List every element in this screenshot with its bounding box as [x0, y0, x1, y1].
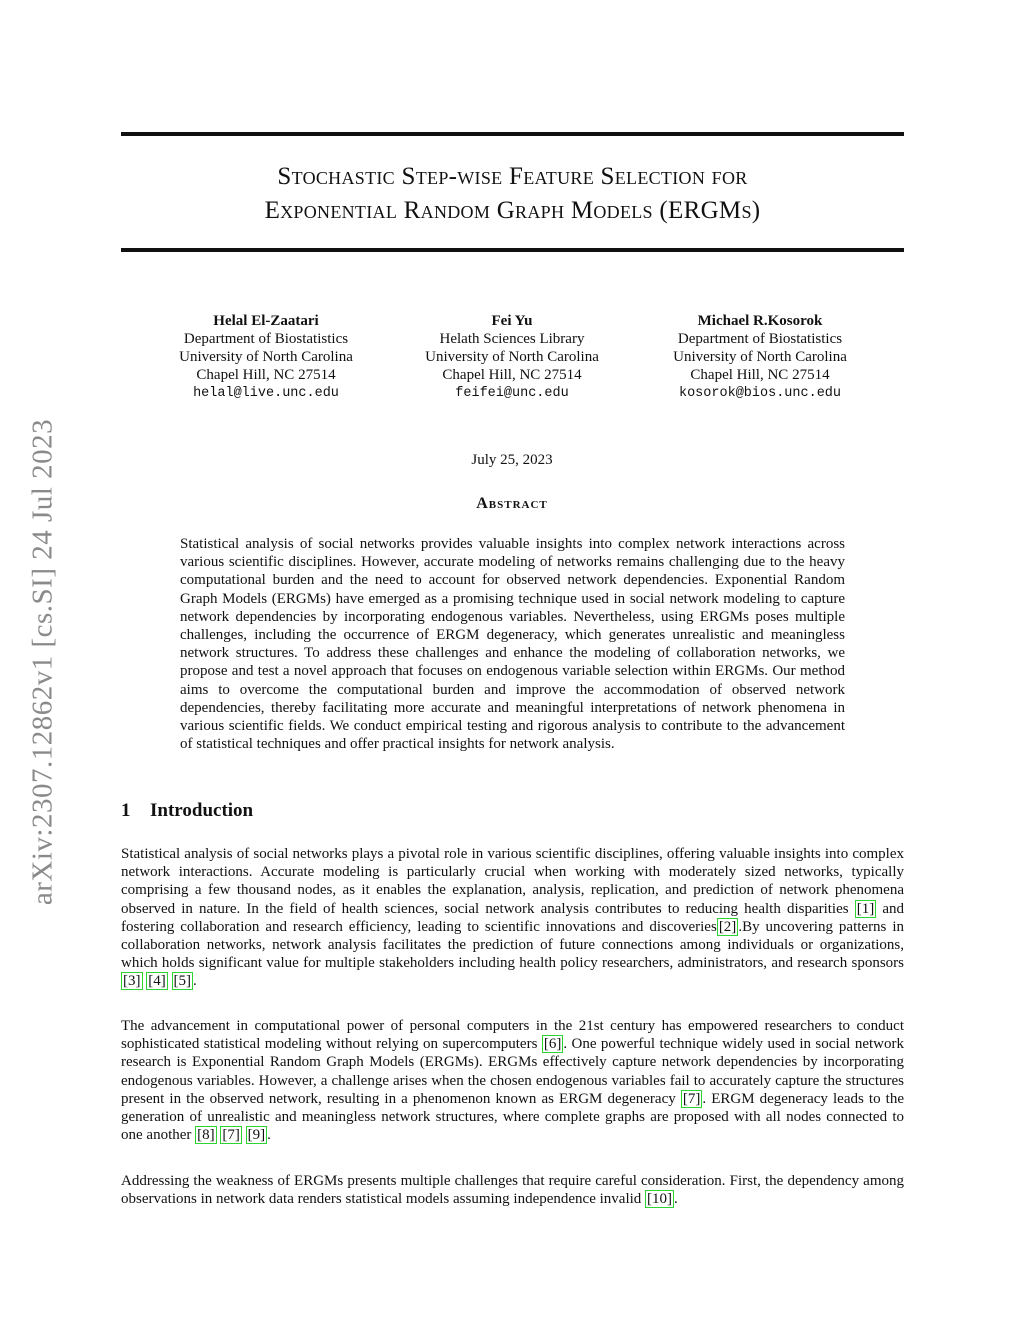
author-card: [146, 312, 386, 403]
citation-link[interactable]: [4]: [148, 973, 166, 990]
arxiv-identifier-text: arXiv:2307.12862v1 [cs.SI] 24 Jul 2023: [26, 418, 59, 906]
author-name: Fei Yu: [491, 313, 533, 329]
section-number: 1: [121, 800, 131, 821]
citation-link[interactable]: [9]: [247, 1127, 266, 1144]
author-card: [392, 312, 632, 403]
author-department: Department of Biostatistics: [183, 331, 349, 347]
citation-link[interactable]: [2]: [718, 918, 737, 935]
title-bottom-rule: [121, 248, 904, 252]
abstract-heading: Abstract: [476, 495, 548, 512]
citation-link[interactable]: [3]: [123, 973, 141, 990]
body-paragraph: The advancement in computational power of personal computers in the 21st century has empowered researchers to conduct sophisticated statistical modeling without relying on supercomputers [6] . One powerful technique widely used in social network research is Exponential Random Graph Models (ERGMs). ERGMs effectively capture network dependencies by incorporating endogenous variables. However, a challenge arises when the chosen endogenous variables fail to accurately capture the structures present in the observed network, resulting in a phenomenon known as ERGM degeneracy [7] . ERGM degeneracy leads to the generation of unrealistic and meaningless network structures, where complete graphs are proposed with all nodes connected to one another [8] [7] [9] .: [121, 1018, 905, 1144]
author-university: University of North Carolina: [425, 349, 599, 365]
title-segment: s: [741, 197, 752, 224]
citation-link[interactable]: [6]: [543, 1036, 562, 1053]
citation-link[interactable]: [7]: [222, 1127, 240, 1144]
author-city: Chapel Hill, NC 27514: [690, 367, 830, 383]
section-title: Introduction: [150, 800, 254, 821]
section-heading: [121, 800, 253, 822]
author-city: Chapel Hill, NC 27514: [196, 367, 336, 383]
title-top-rule: [121, 132, 904, 136]
citation-link[interactable]: [8]: [197, 1127, 215, 1144]
body-paragraph: Addressing the weakness of ERGMs presents multiple challenges that require careful consideration. First, the dependency among observations in network data renders statistical models assuming independence invalid [10] .: [121, 1173, 904, 1208]
author-university: University of North Carolina: [179, 349, 353, 365]
citation-link[interactable]: [7]: [682, 1090, 701, 1107]
title-segment: ): [751, 197, 761, 224]
author-email[interactable]: kosorok@bios.unc.edu: [678, 386, 842, 401]
author-department: Department of Biostatistics: [677, 331, 843, 347]
citation-link[interactable]: [1]: [856, 900, 875, 917]
author-department: Helath Sciences Library: [439, 331, 585, 347]
title-segment: ERGM: [668, 197, 742, 224]
author-email[interactable]: feifei@unc.edu: [455, 386, 569, 401]
title-segment: Stochastic Step-wise Feature Selection for: [277, 163, 748, 190]
author-name: Helal El-Zaatari: [213, 313, 319, 329]
body-paragraph: Statistical analysis of social networks plays a pivotal role in various scientific disciplines, offering valuable insights into complex network interactions. Accurate modeling is particularly crucial when working with moderately sized networks, typically comprising a few thousand nodes, as it enables the explanation, analysis, replication, and prediction of network phenomena observed in nature. In the field of health sciences, social network analysis contributes to reducing health disparities [1] and fostering collaboration and research efficiency, leading to scientific innovations and discoveries [2] .By uncovering patterns in collaboration networks, network analysis facilitates the prediction of future connections among individuals or organizations, which holds significant value for multiple stakeholders including health policy researchers, administrators, and research sponsors [3] [4] [5] .: [121, 846, 904, 990]
author-email[interactable]: helal@live.unc.edu: [193, 386, 339, 401]
abstract-text: Statistical analysis of social networks provides valuable insights into complex network interactions across various scientific disciplines. However, accurate modeling of networks remains challenging due to the heavy computational burden and the need to account for observed network dependencies. Exponential Random Graph Models (ERGMs) have emerged as a promising technique used in social network modeling to capture network dependencies by incorporating endogenous variables. Nevertheless, using ERGMs poses multiple challenges, including the occurrence of ERGM degeneracy, which generates unrealistic and meaningless network structures. To address these challenges and enhance the modeling of collaboration networks, we propose and test a novel approach that focuses on endogenous variable selection within ERGMs. Our method aims to overcome the computational burden and improve the accommodation of observed network dependencies, thereby facilitating more accurate and meaningful interpretations of network phenomena in various scientific fields. We conduct empirical testing and rigorous analysis to contribute to the advancement of statistical techniques and offer practical insights for network analysis.: [180, 536, 845, 753]
paper-title: [121, 160, 904, 228]
citation-link[interactable]: [5]: [173, 973, 191, 990]
author-card: [640, 312, 880, 403]
publication-date: July 25, 2023: [471, 452, 553, 468]
citation-link[interactable]: [10]: [647, 1191, 673, 1208]
title-segment: Exponential Random Graph Models (: [264, 197, 669, 224]
author-city: Chapel Hill, NC 27514: [442, 367, 582, 383]
author-name: Michael R.Kosorok: [697, 313, 823, 329]
author-university: University of North Carolina: [673, 349, 847, 365]
